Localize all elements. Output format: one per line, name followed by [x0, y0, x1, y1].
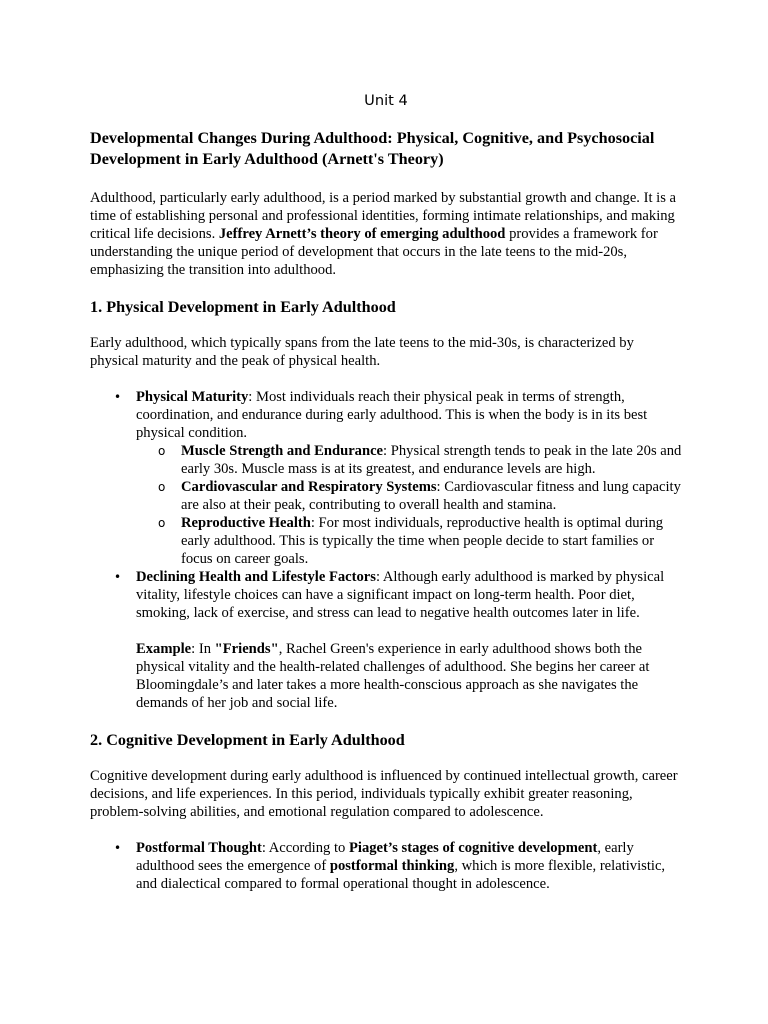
sub-bullet-term: Muscle Strength and Endurance: [181, 443, 384, 459]
bullet-icon: •: [114, 841, 122, 855]
bullet-text: : Although early adulthood is marked by physical vitality, lifestyle choices can have a significant impact on long-term health. Poor diet, smoking, lack of exercise, and stress can lead to negative health outcomes later in life.: [136, 569, 665, 621]
list-item: [90, 388, 682, 568]
section1-paragraph: Early adulthood, which typically spans from the late teens to the mid-30s, is characterized by physical maturity and the peak of physical health.: [90, 335, 634, 369]
bullet-term: Declining Health and Lifestyle Factors: [136, 569, 376, 585]
intro-bold-term: Jeffrey Arnett’s theory of emerging adulthood: [218, 226, 506, 242]
list-item: [136, 478, 682, 514]
bullet-text-3: , which is more flexible, relativistic, and dialectical compared to formal operational thought in adolescence.: [136, 858, 666, 892]
document-page: [90, 90, 682, 911]
intro-text-1: Adulthood, particularly early adulthood, is a period marked by substantial growth and change. It is a time of establishing personal and professional identities, forming intimate relationships, and making critical life decisions.: [90, 190, 677, 242]
bullet-icon: •: [114, 570, 122, 584]
section2-heading: 2. Cognitive Development in Early Adulthood: [90, 731, 405, 749]
sub-bullet-text: : Cardiovascular fitness and lung capacity are also at their peak, contributing to overall health and stamina.: [181, 479, 681, 513]
bullet-text-2: , early adulthood sees the emergence of: [136, 840, 634, 874]
example-show-title: "Friends": [214, 641, 279, 657]
bullet-bold-2: postformal thinking: [329, 858, 455, 874]
sub-bullet-text: : Physical strength tends to peak in the late 20s and early 30s. Muscle mass is at its greatest, and endurance levels are high.: [181, 443, 682, 477]
sub-bullet-term: Cardiovascular and Respiratory Systems: [181, 479, 437, 495]
circle-bullet-icon: o: [158, 516, 166, 530]
sub-bullet-text: : For most individuals, reproductive health is optimal during early adulthood. This is typically the time when people decide to start families or focus on career goals.: [181, 515, 664, 567]
list-item: [90, 568, 682, 712]
section1-bullet-list: [90, 388, 682, 712]
intro-paragraph: [90, 189, 682, 279]
bullet-text-1: : According to: [261, 840, 349, 856]
example-paragraph: [136, 640, 682, 712]
circle-bullet-icon: o: [158, 480, 166, 494]
list-item: [90, 839, 682, 893]
bullet-text: : Most individuals reach their physical peak in terms of strength, coordination, and endurance during early adulthood. This is when the body is in its best physical condition.: [136, 389, 648, 441]
list-item: [136, 442, 682, 478]
bullet-bold-1: Piaget’s stages of cognitive development: [348, 840, 598, 856]
bullet-icon: •: [114, 390, 122, 404]
section1-heading: 1. Physical Development in Early Adulthood: [90, 298, 396, 316]
example-text: , Rachel Green's experience in early adulthood shows both the physical vitality and the health-related challenges of adulthood. She begins her career at Bloomingdale’s and later takes a more health-conscious approach as she navigates the demands of her job and social life.: [136, 641, 650, 711]
circle-bullet-icon: o: [158, 444, 166, 458]
example-label: Example: [136, 641, 192, 657]
example-text-lead: : In: [191, 641, 215, 657]
sub-bullet-list: [136, 442, 682, 568]
document-title: Developmental Changes During Adulthood: Physical, Cognitive, and Psychosocial Development in Early Adulthood (Arnett's Theory): [90, 129, 655, 168]
unit-label: Unit 4: [364, 92, 408, 109]
bullet-term: Postformal Thought: [136, 840, 262, 856]
section2-bullet-list: [90, 839, 682, 893]
sub-bullet-term: Reproductive Health: [181, 515, 311, 531]
section2-paragraph: Cognitive development during early adulthood is influenced by continued intellectual growth, career decisions, and life experiences. In this period, individuals typically exhibit greater reasoning, problem-solving abilities, and emotional regulation compared to adolescence.: [90, 768, 678, 820]
list-item: [136, 514, 682, 568]
intro-text-2: provides a framework for understanding the unique period of development that occurs in the late teens to the mid-20s, emphasizing the transition into adulthood.: [90, 226, 658, 278]
bullet-term: Physical Maturity: [136, 389, 249, 405]
